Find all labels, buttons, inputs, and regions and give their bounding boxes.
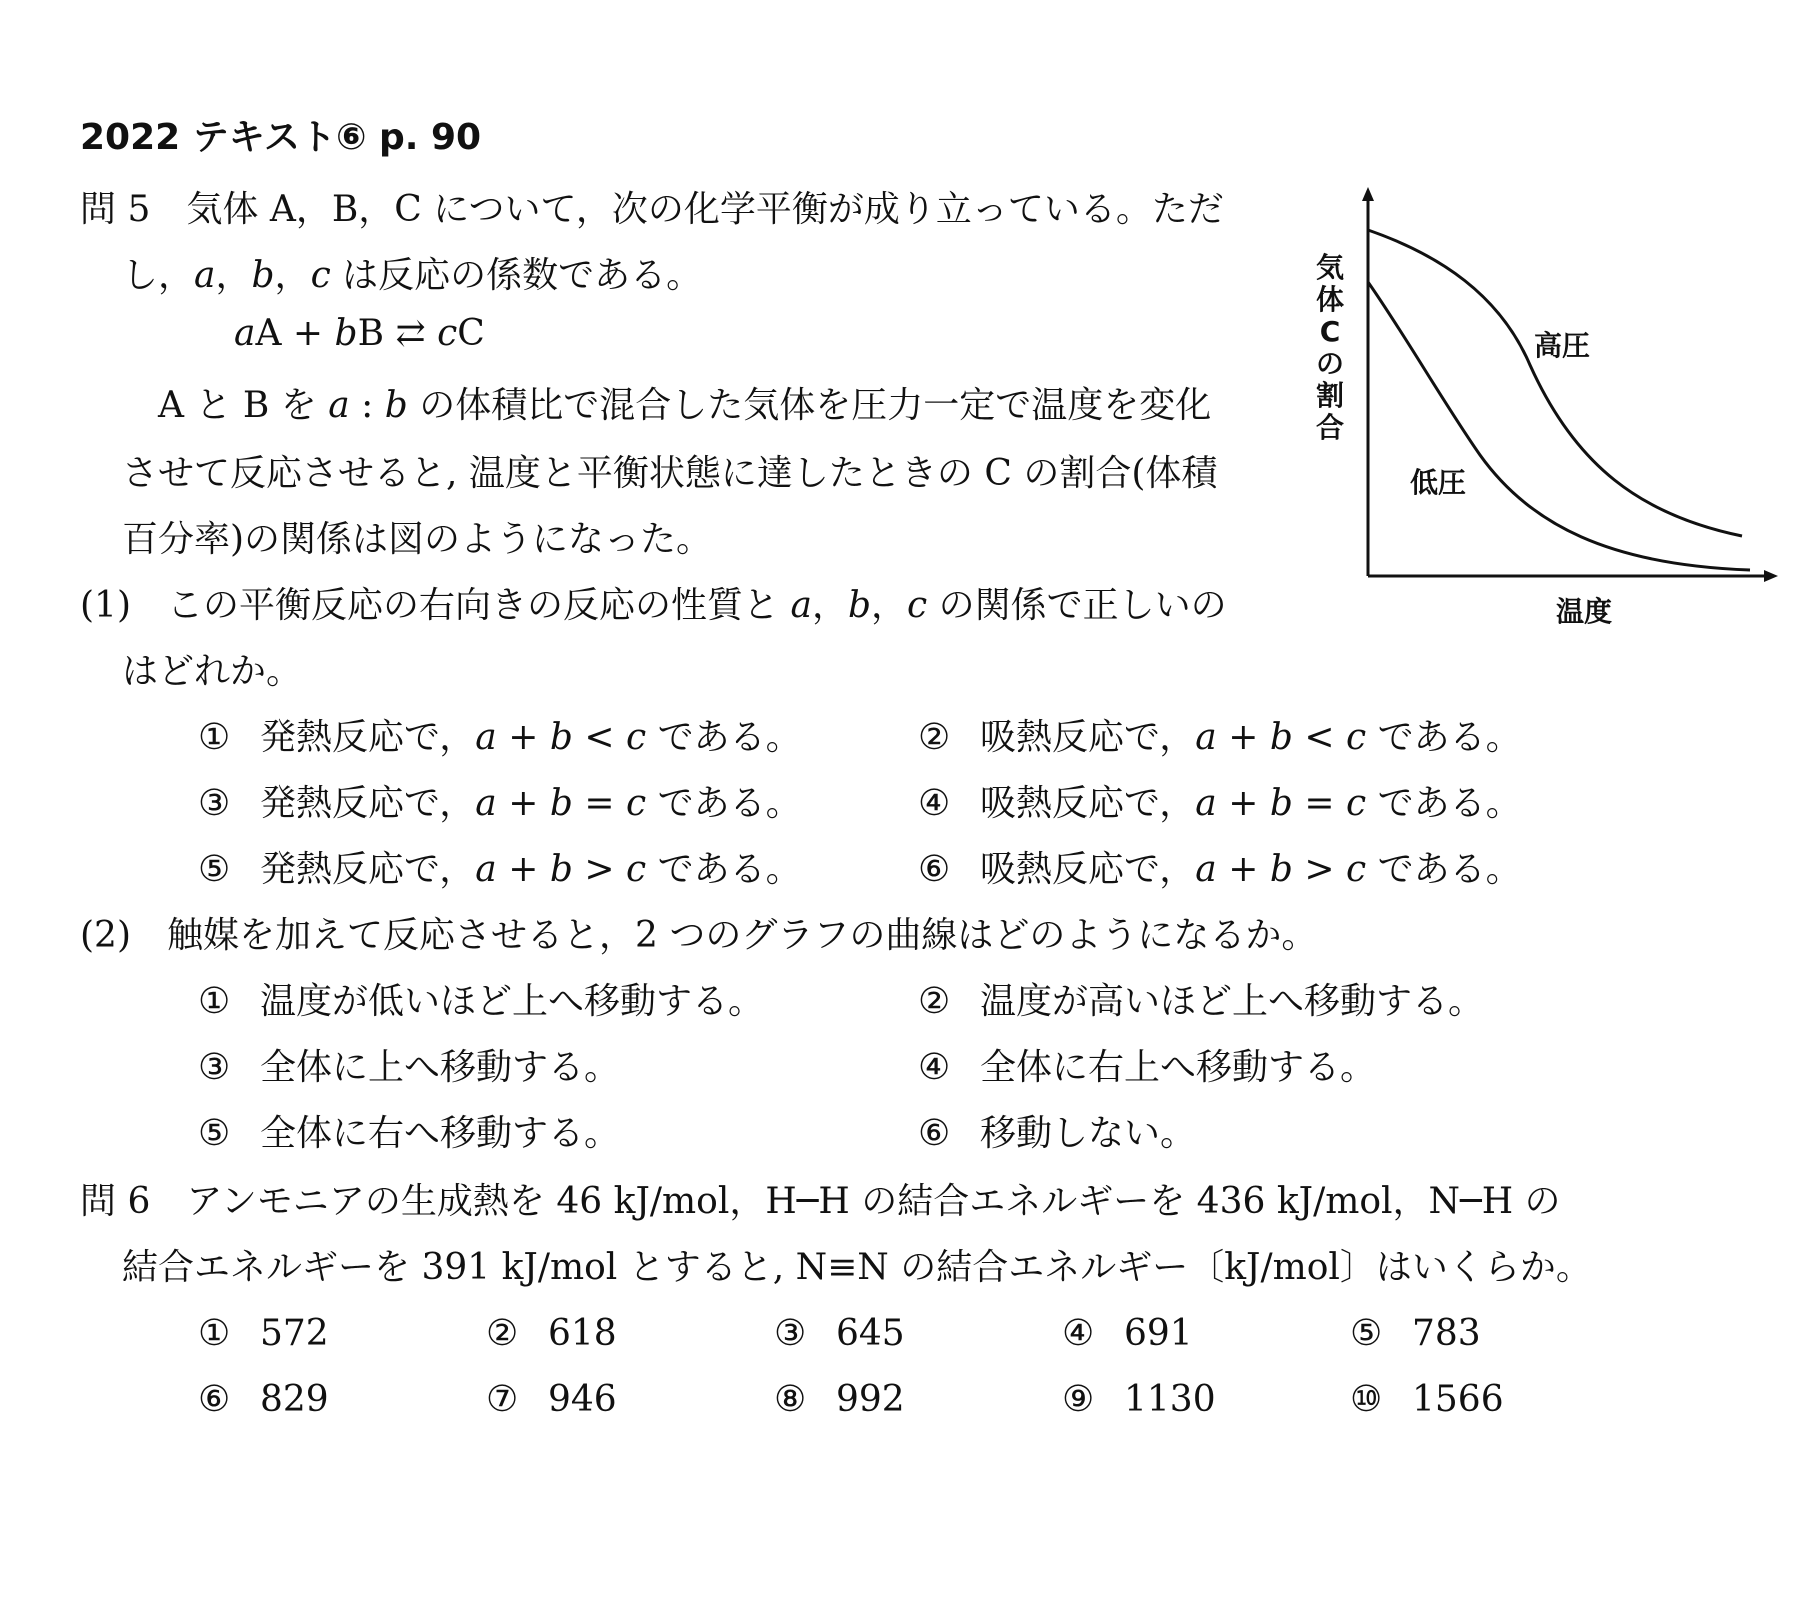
q5-sub1-line-2: はどれか。 — [122, 651, 303, 692]
q6-choice-1[interactable]: ① 572 — [198, 1313, 329, 1354]
equilibrium-figure — [1310, 185, 1790, 635]
sub1-choice-5[interactable]: ⑤ 発熱反応で，a + b > c である。 — [198, 849, 802, 890]
q6-choice-7[interactable]: ⑦ 946 — [486, 1379, 617, 1420]
sub2-choice-3[interactable]: ③ 全体に上へ移動する。 — [198, 1047, 621, 1088]
q6-number: 問 6 — [80, 1181, 151, 1222]
y-label-char: 割 — [1315, 379, 1345, 412]
q5-desc-3: 百分率)の関係は図のようになった。 — [122, 519, 713, 560]
x-axis-label: 温度 — [1556, 595, 1613, 628]
q6-choice-4[interactable]: ④ 691 — [1062, 1313, 1193, 1354]
q5-intro-1: 気体 A，B，C について，次の化学平衡が成り立っている。ただ — [186, 189, 1224, 230]
q6-choice-5[interactable]: ⑤ 783 — [1350, 1313, 1481, 1354]
page-header: 2022 テキスト⑥ p. 90 — [80, 117, 482, 158]
sub2-choice-4[interactable]: ④ 全体に右上へ移動する。 — [918, 1047, 1377, 1088]
q5-desc-2: させて反応させると, 温度と平衡状態に達したときの C の割合(体積 — [122, 453, 1218, 494]
q6-line-1: 問 6 アンモニアの生成熱を 46 kJ/mol，H─H の結合エネルギーを 436 kJ/mol，N─H の — [80, 1181, 1561, 1222]
q5-sub2: (2) 触媒を加えて反応させると，2 つのグラフの曲線はどのようになるか。 — [80, 915, 1318, 956]
sub1-choice-4[interactable]: ④ 吸熱反応で，a + b = c である。 — [918, 783, 1522, 824]
q5-desc-1: A と B を a : b の体積比で混合した気体を圧力一定で温度を変化 — [158, 385, 1212, 426]
y-axis-arrow — [1362, 187, 1374, 201]
q5-line-2: し，a，b，c は反応の係数である。 — [122, 255, 703, 296]
q6-choice-8[interactable]: ⑧ 992 — [774, 1379, 905, 1420]
y-label-char: 合 — [1315, 411, 1345, 444]
y-label-char: 体 — [1315, 283, 1345, 316]
y-label-char: 気 — [1315, 251, 1345, 284]
sub1-choice-2[interactable]: ② 吸熱反応で，a + b < c である。 — [918, 717, 1522, 758]
q5-line-1 — [80, 188, 1224, 232]
q6-choice-2[interactable]: ② 618 — [486, 1313, 617, 1354]
equilibrium-equation: aA + bB ⇄ cC — [234, 313, 485, 354]
q6-choice-6[interactable]: ⑥ 829 — [198, 1379, 329, 1420]
q6-choice-10[interactable]: ⑩ 1566 — [1350, 1379, 1504, 1420]
q6-line-2: 結合エネルギーを 391 kJ/mol とすると, N≡N の結合エネルギー〔kJ/mol〕はいくらか。 — [122, 1247, 1592, 1288]
y-label-char: C — [1319, 315, 1341, 348]
sub2-number: (2) — [80, 915, 131, 956]
high-pressure-label: 高圧 — [1534, 329, 1591, 362]
y-axis-label — [1316, 251, 1344, 444]
low-pressure-curve — [1368, 282, 1750, 570]
sub1-choice-1[interactable]: ① 発熱反応で，a + b < c である。 — [198, 717, 802, 758]
y-label-char: の — [1315, 347, 1345, 380]
q5-number: 問 5 — [80, 189, 151, 230]
q6-choice-9[interactable]: ⑨ 1130 — [1062, 1379, 1216, 1420]
sub2-choice-1[interactable]: ① 温度が低いほど上へ移動する。 — [198, 981, 765, 1022]
sub2-choice-6[interactable]: ⑥ 移動しない。 — [918, 1113, 1197, 1154]
q6-choice-3[interactable]: ③ 645 — [774, 1313, 905, 1354]
q5-sub1: (1) この平衡反応の右向きの反応の性質と a，b，c の関係で正しいの — [80, 585, 1227, 626]
sub2-choice-2[interactable]: ② 温度が高いほど上へ移動する。 — [918, 981, 1485, 1022]
sub1-choice-3[interactable]: ③ 発熱反応で，a + b = c である。 — [198, 783, 802, 824]
x-axis-arrow — [1764, 570, 1778, 582]
sub2-choice-5[interactable]: ⑤ 全体に右へ移動する。 — [198, 1113, 621, 1154]
low-pressure-label: 低圧 — [1410, 466, 1467, 499]
sub1-number: (1) — [80, 585, 131, 626]
sub1-choice-6[interactable]: ⑥ 吸熱反応で，a + b > c である。 — [918, 849, 1522, 890]
